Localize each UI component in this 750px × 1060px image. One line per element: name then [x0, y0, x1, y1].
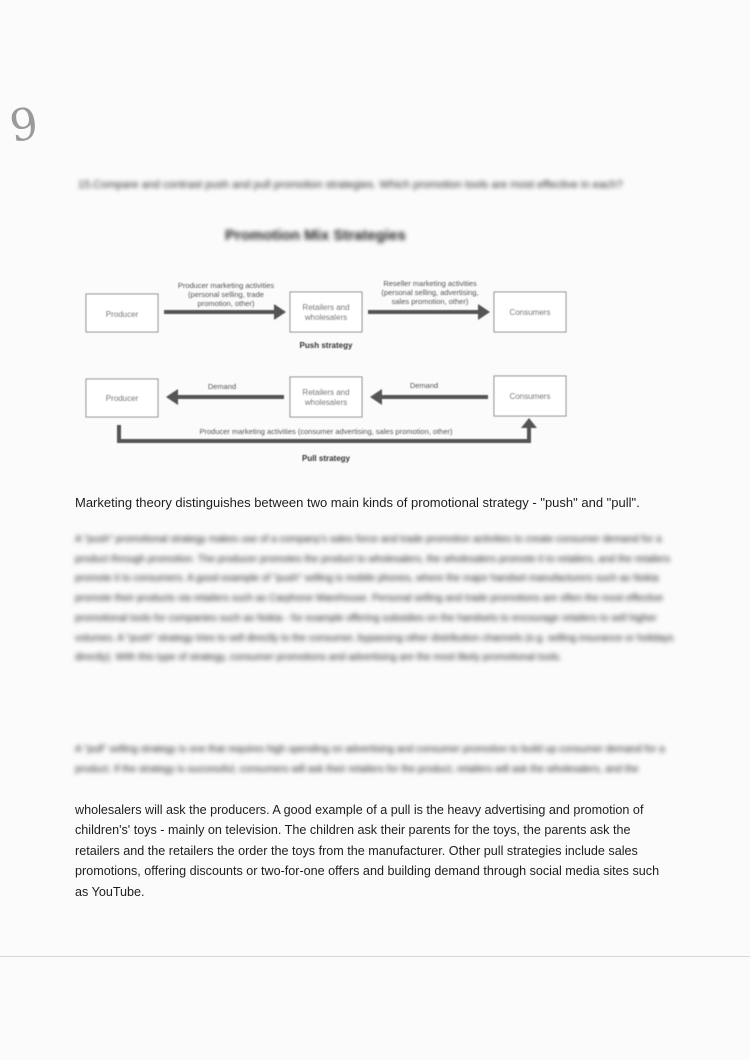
pull-retailers-box	[290, 377, 362, 417]
push-consumers-label: Consumers	[509, 308, 551, 317]
page-bottom-edge	[0, 956, 750, 957]
producer-activities-line-2: (personal selling, trade	[188, 290, 264, 299]
reseller-activities-line-3: sales promotion, other)	[391, 297, 469, 306]
pull-retailers-label-2: wholesalers	[304, 398, 348, 407]
pull-strategy-paragraph-clear: wholesalers will ask the producers. A good example of a pull is the heavy advertising and promotion of children's' toys - mainly on television. The children ask their parents for the toys, the parents ask the retailers and the retailers the order the toys from the manufacturer. Other pull strategies include sales promotions, offering discounts or two-for-one offers and building demand through social media sites such as YouTube.	[75, 803, 660, 899]
pull-retailers-label-1: Retailers and	[302, 388, 350, 397]
pull-strategy-paragraph-blurred: A "pull" selling strategy is one that requires high spending on advertising and consumer promotion to build up consumer demand for a product. If the strategy is successful, consumers will ask their retailers for the product, retailers will ask the wholesalers, and the	[75, 744, 665, 775]
figure-title: Promotion Mix Strategies	[225, 227, 406, 244]
producer-activities-line-1: Producer marketing activities	[177, 281, 275, 290]
handwritten-page-number: 9	[6, 98, 42, 153]
pull-consumers-label: Consumers	[509, 392, 551, 401]
pull-bottom-activities-label: Producer marketing activities (consumer advertising, sales promotion, other)	[199, 427, 453, 436]
push-retailers-box	[290, 292, 362, 332]
pull-demand-right-label: Demand	[409, 381, 439, 390]
pull-arrow-2	[370, 389, 488, 405]
push-producer-label: Producer	[105, 310, 139, 319]
promotion-mix-diagram	[80, 262, 580, 467]
push-arrow-2	[368, 304, 490, 320]
push-retailers-label-1: Retailers and	[302, 303, 350, 312]
push-strategy-label: Push strategy	[299, 341, 353, 350]
reseller-activities-line-2: (personal selling, advertising,	[381, 288, 479, 297]
push-strategy-paragraph: A "push" promotional strategy makes use of a company's sales force and trade promotion activities to create consumer demand for a product through promotion. The producer promotes the product to wholesalers, the wholesalers promote it to retailers, and the retailers promote it to consumers. A good example of "push" selling is mobile phones, where the major handset manufacturers such as Nokia promote their products via retailers such as Carphone Warehouse. Personal selling and trade promotions are often the most effective promotional tools for companies such as Nokia - for example offering subsidies on the handsets to encourage retailers to sell higher volumes. A "push" strategy tries to sell directly to the consumer, bypassing other distribution channels (e.g. selling insurance or holidays directly). With this type of strategy, consumer promotions and advertising are the most likely promotional tools.	[75, 534, 674, 664]
producer-activities-line-3: promotion, other)	[197, 299, 255, 308]
intro-paragraph: Marketing theory distinguishes between two main kinds of promotional strategy - "push" and "pull".	[75, 495, 640, 510]
pull-producer-label: Producer	[105, 394, 139, 403]
question-text: 15.Compare and contrast push and pull promotion strategies. Which promotion tools are most effective in each?	[78, 179, 623, 191]
push-retailers-label-2: wholesalers	[304, 313, 348, 322]
pull-strategy-label: Pull strategy	[301, 454, 351, 463]
pull-arrow-1	[166, 389, 284, 405]
reseller-activities-line-1: Reseller marketing activities	[383, 279, 477, 288]
pull-demand-left-label: Demand	[207, 382, 237, 391]
